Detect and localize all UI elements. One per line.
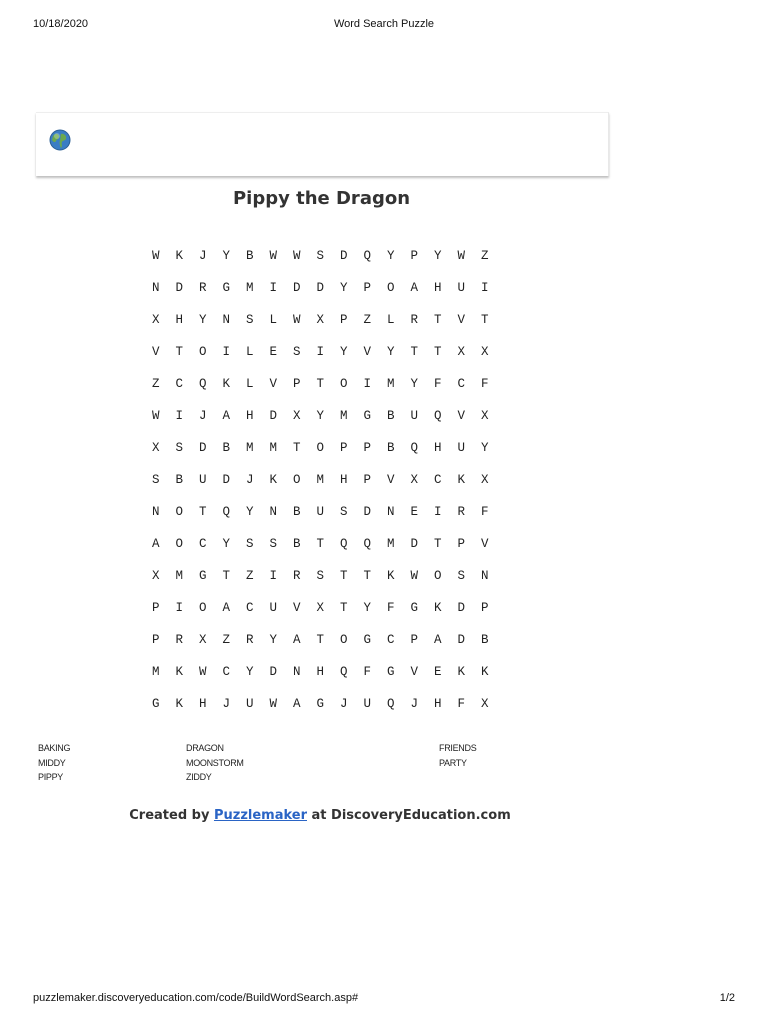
grid-letter: C — [222, 665, 230, 679]
grid-letter: M — [386, 537, 395, 551]
grid-letter: G — [316, 697, 324, 711]
grid-letter: P — [292, 377, 301, 391]
grid-letter: I — [480, 281, 489, 295]
grid-letter: T — [339, 569, 348, 583]
grid-letter: W — [457, 249, 465, 263]
grid-letter: U — [245, 697, 254, 711]
grid-letter: H — [339, 473, 348, 487]
grid-letter: T — [292, 441, 301, 455]
grid-letter: C — [433, 473, 442, 487]
grid-letter: T — [316, 377, 324, 391]
grid-letter: X — [457, 345, 465, 359]
grid-letter: V — [410, 665, 418, 679]
grid-letter: M — [339, 409, 348, 423]
word-list-item: MOONSTORM — [186, 758, 244, 768]
grid-letter: V — [386, 473, 395, 487]
grid-letter: J — [410, 697, 418, 711]
grid-letter: O — [433, 569, 442, 583]
grid-letter: T — [316, 537, 324, 551]
grid-letter: E — [433, 665, 442, 679]
grid-letter: F — [480, 377, 489, 391]
grid-letter: M — [269, 441, 277, 455]
grid-letter: Y — [245, 665, 254, 679]
grid-letter: E — [269, 345, 277, 359]
grid-row — [144, 409, 497, 441]
grid-letter: M — [245, 281, 254, 295]
grid-letter: O — [175, 505, 183, 519]
grid-letter: A — [292, 633, 301, 647]
print-page-number: 1/2 — [719, 992, 735, 1004]
grid-letter: X — [151, 441, 160, 455]
grid-row — [144, 345, 497, 377]
grid-letter: N — [222, 313, 230, 327]
grid-letter: X — [151, 313, 160, 327]
grid-letter: J — [339, 697, 348, 711]
grid-letter: L — [245, 377, 254, 391]
grid-letter: T — [433, 313, 442, 327]
grid-letter: T — [480, 313, 489, 327]
grid-letter: D — [363, 505, 371, 519]
grid-letter: G — [222, 281, 230, 295]
grid-letter: W — [292, 249, 301, 263]
grid-letter: A — [151, 537, 160, 551]
grid-row — [144, 601, 497, 633]
grid-letter: Q — [222, 505, 230, 519]
grid-letter: D — [222, 473, 230, 487]
grid-letter: X — [151, 569, 160, 583]
grid-row — [144, 473, 497, 505]
grid-letter: J — [198, 409, 207, 423]
grid-letter: Y — [386, 249, 395, 263]
grid-letter: S — [316, 569, 324, 583]
word-list-item: PIPPY — [38, 772, 64, 782]
grid-letter: T — [175, 345, 183, 359]
grid-letter: L — [386, 313, 395, 327]
grid-letter: M — [175, 569, 183, 583]
grid-letter: T — [339, 601, 348, 615]
grid-letter: I — [175, 601, 183, 615]
grid-letter: T — [222, 569, 230, 583]
grid-letter: X — [410, 473, 418, 487]
grid-row — [144, 313, 497, 345]
grid-letter: J — [198, 249, 207, 263]
grid-letter: F — [363, 665, 371, 679]
grid-letter: P — [151, 601, 160, 615]
grid-letter: Y — [269, 633, 277, 647]
grid-letter: T — [198, 505, 207, 519]
grid-letter: K — [175, 697, 183, 711]
grid-letter: B — [292, 537, 301, 551]
word-list — [38, 743, 598, 791]
grid-letter: I — [269, 281, 277, 295]
grid-letter: Y — [245, 505, 254, 519]
grid-letter: P — [339, 313, 348, 327]
grid-letter: P — [457, 537, 465, 551]
grid-letter: Y — [433, 249, 442, 263]
grid-letter: S — [245, 537, 254, 551]
grid-letter: P — [151, 633, 160, 647]
grid-letter: K — [433, 601, 442, 615]
grid-letter: B — [386, 441, 395, 455]
grid-row — [144, 569, 497, 601]
grid-letter: M — [245, 441, 254, 455]
grid-letter: P — [410, 249, 418, 263]
grid-letter: K — [222, 377, 230, 391]
grid-letter: X — [480, 409, 489, 423]
grid-letter: Y — [480, 441, 489, 455]
grid-letter: M — [151, 665, 160, 679]
word-list-item: ZIDDY — [186, 772, 212, 782]
site-banner — [36, 112, 609, 176]
grid-letter: W — [269, 249, 277, 263]
grid-letter: V — [151, 345, 160, 359]
grid-letter: Y — [222, 537, 230, 551]
credit-prefix: Created by — [129, 808, 214, 823]
grid-letter: H — [175, 313, 183, 327]
grid-letter: J — [245, 473, 254, 487]
grid-letter: Y — [198, 313, 207, 327]
grid-letter: K — [480, 665, 489, 679]
grid-letter: N — [480, 569, 489, 583]
grid-letter: W — [151, 409, 160, 423]
grid-letter: S — [175, 441, 183, 455]
grid-row — [144, 665, 497, 697]
grid-letter: V — [457, 409, 465, 423]
grid-letter: R — [175, 633, 183, 647]
grid-letter: Y — [316, 409, 324, 423]
grid-letter: C — [386, 633, 395, 647]
grid-letter: F — [480, 505, 489, 519]
grid-letter: D — [292, 281, 301, 295]
grid-letter: O — [316, 441, 324, 455]
credit-suffix: at DiscoveryEducation.com — [307, 808, 511, 823]
grid-letter: I — [433, 505, 442, 519]
grid-letter: S — [339, 505, 348, 519]
grid-letter: B — [222, 441, 230, 455]
grid-letter: S — [316, 249, 324, 263]
credit-line — [0, 808, 640, 823]
grid-letter: D — [269, 409, 277, 423]
grid-letter: L — [245, 345, 254, 359]
print-date: 10/18/2020 — [33, 18, 89, 30]
grid-letter: I — [363, 377, 371, 391]
grid-letter: T — [363, 569, 371, 583]
word-list-item: BAKING — [38, 743, 71, 753]
grid-letter: Y — [410, 377, 418, 391]
grid-letter: P — [363, 281, 371, 295]
grid-letter: R — [410, 313, 418, 327]
grid-letter: C — [198, 537, 207, 551]
grid-letter: R — [198, 281, 207, 295]
grid-row — [144, 537, 497, 569]
grid-letter: R — [245, 633, 254, 647]
grid-letter: U — [198, 473, 207, 487]
grid-letter: F — [433, 377, 442, 391]
grid-letter: D — [410, 537, 418, 551]
grid-letter: X — [480, 345, 489, 359]
grid-row — [144, 281, 497, 313]
grid-letter: W — [292, 313, 301, 327]
grid-letter: Z — [245, 569, 254, 583]
grid-letter: W — [269, 697, 277, 711]
grid-letter: D — [269, 665, 277, 679]
grid-letter: H — [433, 281, 442, 295]
puzzlemaker-link[interactable]: Puzzlemaker — [213, 808, 307, 823]
grid-letter: X — [316, 313, 324, 327]
grid-letter: U — [457, 441, 465, 455]
grid-letter: G — [386, 665, 395, 679]
grid-letter: O — [339, 633, 348, 647]
grid-letter: P — [363, 473, 371, 487]
grid-letter: C — [245, 601, 254, 615]
grid-row — [144, 377, 497, 409]
grid-letter: A — [410, 281, 418, 295]
grid-letter: G — [198, 569, 207, 583]
grid-letter: X — [316, 601, 324, 615]
grid-letter: U — [316, 505, 324, 519]
word-list-item: PARTY — [439, 758, 467, 768]
grid-letter: X — [480, 697, 489, 711]
grid-letter: I — [316, 345, 324, 359]
grid-letter: Q — [386, 697, 395, 711]
grid-letter: V — [292, 601, 301, 615]
grid-letter: K — [175, 665, 183, 679]
grid-letter: Q — [198, 377, 207, 391]
grid-letter: T — [433, 537, 442, 551]
grid-letter: L — [269, 313, 277, 327]
grid-letter: T — [316, 633, 324, 647]
grid-letter: T — [410, 345, 418, 359]
grid-letter: W — [410, 569, 418, 583]
grid-letter: M — [386, 377, 395, 391]
grid-letter: B — [292, 505, 301, 519]
grid-letter: V — [269, 377, 277, 391]
grid-letter: Z — [222, 633, 230, 647]
print-url: puzzlemaker.discoveryeducation.com/code/BuildWordSearch.asp# — [33, 992, 359, 1004]
grid-letter: H — [245, 409, 254, 423]
grid-letter: I — [269, 569, 277, 583]
grid-letter: U — [457, 281, 465, 295]
grid-letter: S — [245, 313, 254, 327]
grid-letter: A — [222, 601, 230, 615]
grid-letter: N — [151, 505, 160, 519]
grid-letter: N — [269, 505, 277, 519]
word-list-item: FRIENDS — [439, 743, 477, 753]
grid-letter: Q — [410, 441, 418, 455]
grid-row — [144, 697, 497, 729]
grid-letter: Y — [339, 345, 348, 359]
puzzle-title: Pippy the Dragon — [232, 188, 411, 209]
grid-letter: V — [363, 345, 371, 359]
grid-letter: K — [269, 473, 277, 487]
grid-letter: V — [457, 313, 465, 327]
grid-letter: D — [457, 633, 465, 647]
grid-letter: P — [339, 441, 348, 455]
grid-letter: H — [198, 697, 207, 711]
grid-row — [144, 505, 497, 537]
grid-letter: S — [269, 537, 277, 551]
grid-letter: K — [457, 665, 465, 679]
grid-letter: N — [151, 281, 160, 295]
grid-letter: O — [175, 537, 183, 551]
grid-letter: X — [480, 473, 489, 487]
grid-letter: E — [410, 505, 418, 519]
grid-letter: T — [433, 345, 442, 359]
grid-letter: B — [175, 473, 183, 487]
grid-letter: I — [222, 345, 230, 359]
grid-letter: C — [175, 377, 183, 391]
grid-letter: Z — [363, 313, 371, 327]
word-list-item: MIDDY — [38, 758, 66, 768]
grid-letter: S — [292, 345, 301, 359]
grid-letter: O — [292, 473, 301, 487]
grid-letter: A — [222, 409, 230, 423]
grid-letter: H — [433, 441, 442, 455]
grid-letter: A — [292, 697, 301, 711]
grid-letter: W — [198, 665, 207, 679]
word-search-grid — [144, 249, 497, 729]
globe-icon[interactable] — [48, 128, 72, 152]
grid-letter: H — [433, 697, 442, 711]
grid-letter: Y — [386, 345, 395, 359]
grid-letter: W — [151, 249, 160, 263]
grid-letter: C — [457, 377, 465, 391]
grid-letter: K — [175, 249, 183, 263]
grid-letter: A — [433, 633, 442, 647]
grid-letter: P — [363, 441, 371, 455]
grid-letter: D — [457, 601, 465, 615]
grid-letter: G — [410, 601, 418, 615]
grid-letter: K — [457, 473, 465, 487]
grid-letter: K — [386, 569, 395, 583]
grid-letter: F — [386, 601, 395, 615]
grid-letter: D — [198, 441, 207, 455]
grid-letter: P — [480, 601, 489, 615]
grid-letter: G — [151, 697, 160, 711]
grid-letter: O — [198, 345, 207, 359]
grid-letter: Z — [480, 249, 489, 263]
grid-letter: O — [198, 601, 207, 615]
grid-letter: P — [410, 633, 418, 647]
grid-letter: Q — [433, 409, 442, 423]
grid-letter: Q — [363, 249, 371, 263]
grid-letter: D — [339, 249, 348, 263]
grid-letter: N — [292, 665, 301, 679]
grid-letter: S — [457, 569, 465, 583]
grid-letter: R — [457, 505, 465, 519]
grid-letter: I — [175, 409, 183, 423]
grid-row — [144, 441, 497, 473]
grid-letter: G — [363, 633, 371, 647]
grid-letter: O — [386, 281, 395, 295]
grid-letter: R — [292, 569, 301, 583]
grid-letter: X — [292, 409, 301, 423]
grid-letter: Z — [151, 377, 160, 391]
grid-letter: U — [363, 697, 371, 711]
grid-letter: N — [386, 505, 395, 519]
grid-letter: M — [316, 473, 324, 487]
grid-letter: V — [480, 537, 489, 551]
grid-letter: B — [386, 409, 395, 423]
grid-letter: S — [151, 473, 160, 487]
grid-letter: D — [175, 281, 183, 295]
grid-letter: B — [245, 249, 254, 263]
grid-letter: D — [316, 281, 324, 295]
grid-letter: Q — [363, 537, 371, 551]
grid-letter: U — [269, 601, 277, 615]
grid-letter: Y — [339, 281, 348, 295]
grid-letter: F — [457, 697, 465, 711]
grid-letter: Y — [222, 249, 230, 263]
grid-letter: X — [198, 633, 207, 647]
grid-letter: Q — [339, 537, 348, 551]
grid-letter: J — [222, 697, 230, 711]
grid-letter: G — [363, 409, 371, 423]
grid-row — [144, 633, 497, 665]
grid-letter: Y — [363, 601, 371, 615]
grid-letter: U — [410, 409, 418, 423]
grid-row — [144, 249, 497, 281]
grid-letter: O — [339, 377, 348, 391]
print-page-title: Word Search Puzzle — [333, 18, 435, 30]
grid-letter: B — [480, 633, 489, 647]
word-list-item: DRAGON — [186, 743, 224, 753]
grid-letter: H — [316, 665, 324, 679]
grid-letter: Q — [339, 665, 348, 679]
